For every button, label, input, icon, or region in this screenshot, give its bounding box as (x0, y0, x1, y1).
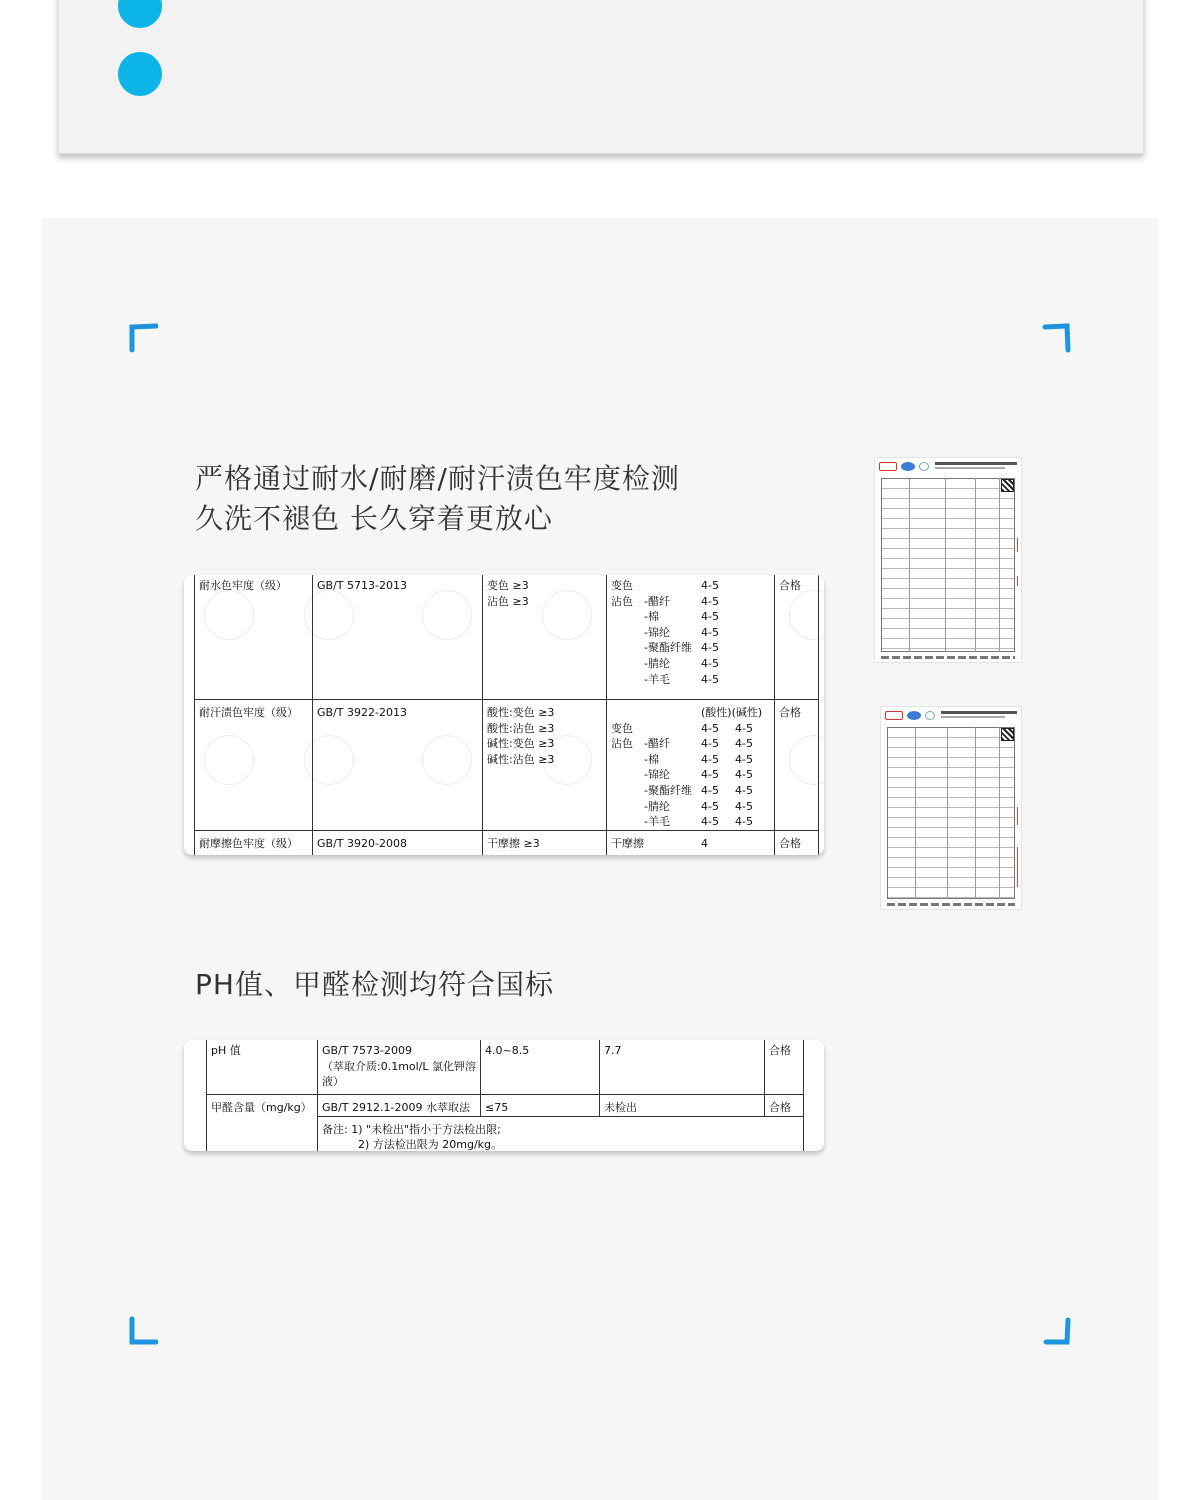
item-cell: pH 值 (207, 1040, 318, 1095)
report-mark (1017, 576, 1018, 586)
report-footer (887, 903, 1015, 906)
report-grid (881, 478, 1015, 652)
requirement-line: 碱性:变色 ≥3 (487, 737, 555, 751)
requirement-cell (483, 700, 607, 831)
result-cell (607, 700, 775, 831)
requirement-line: 酸性:沾色 ≥3 (487, 721, 555, 735)
requirement-cell: 4.0~8.5 (481, 1040, 600, 1095)
result-line: -羊毛 4-5 (611, 672, 719, 686)
standard-line: GB/T 7573-2009 (322, 1044, 412, 1057)
result-line: -腈纶 4-5 (611, 656, 719, 670)
corner-bracket-icon (128, 322, 158, 354)
verdict-cell: 合格 (775, 700, 819, 831)
certification-logo-icon (925, 711, 935, 720)
standard-cell: GB/T 3920-2008 (313, 830, 483, 855)
requirement-line: 碱性:沾色 ≥3 (487, 752, 555, 766)
corner-bracket-icon (1042, 1316, 1072, 1348)
result-line: -聚酯纤维 4-5 4-5 (611, 783, 753, 797)
result-cell: 7.7 (600, 1040, 765, 1095)
top-card (58, 0, 1144, 154)
qr-code-icon (1001, 479, 1014, 492)
requirement-cell: 干摩擦 ≥3 (483, 830, 607, 855)
certification-logo-icon (907, 711, 921, 720)
table-row (207, 1040, 804, 1095)
ph-formaldehyde-table-card (184, 1040, 824, 1151)
report-grid-line (909, 478, 910, 652)
qr-code-icon (1001, 728, 1014, 741)
verdict-cell: 合格 (765, 1095, 804, 1117)
report-grid-line (915, 727, 916, 899)
colorfastness-table (194, 575, 819, 855)
headline-line-2: 久洗不褪色 长久穿着更放心 (195, 502, 553, 535)
table-row (195, 830, 819, 855)
result-line: -棉 4-5 4-5 (611, 752, 753, 766)
result-cell (607, 575, 775, 700)
ph-formaldehyde-table (206, 1040, 804, 1151)
standard-line: 液） (322, 1075, 344, 1089)
result-line: -腈纶 4-5 4-5 (611, 799, 753, 813)
report-mark (1017, 538, 1018, 552)
corner-bracket-icon (1042, 322, 1072, 354)
item-cell: 耐汗渍色牢度（级） (195, 700, 313, 831)
test-report-thumbnail (880, 706, 1022, 910)
report-logo-icon (885, 711, 903, 720)
report-org-line (935, 462, 1017, 465)
result-line: 干摩擦 4 (611, 836, 708, 850)
report-grid-line (999, 478, 1000, 652)
result-line: 变色 4-5 4-5 (611, 721, 753, 735)
report-logo-icon (879, 462, 897, 471)
result-line: 变色 4-5 (611, 579, 719, 592)
standard-cell: GB/T 3922-2013 (313, 700, 483, 831)
report-mark (1017, 807, 1018, 825)
table-row (207, 1095, 804, 1117)
note-line: 2) 方法检出限为 20mg/kg。 (358, 1138, 503, 1151)
section-title-ph: PH值、甲醛检测均符合国标 (195, 968, 554, 1001)
report-grid-line (947, 727, 948, 899)
report-org-line (935, 467, 1005, 469)
item-cell: 耐摩擦色牢度（级） (195, 830, 313, 855)
result-cell (607, 830, 775, 855)
result-line: -棉 4-5 (611, 610, 719, 624)
result-line: -锦纶 4-5 4-5 (611, 768, 753, 782)
standard-cell (318, 1040, 481, 1095)
result-line: 沾色 -醋纤 4-5 (611, 594, 719, 608)
requirement-line: 变色 ≥3 (487, 579, 529, 592)
result-line: -聚酯纤维 4-5 (611, 641, 719, 655)
standard-cell: GB/T 2912.1-2009 水萃取法 (318, 1095, 481, 1117)
test-report-thumbnail (874, 457, 1022, 663)
table-row (195, 575, 819, 700)
result-cell: 未检出 (600, 1095, 765, 1117)
report-mark (1017, 847, 1018, 887)
report-grid-line (999, 727, 1000, 899)
note-line: 备注: 1) "未检出"指小于方法检出限; (322, 1122, 501, 1136)
report-footer (881, 656, 1015, 659)
result-header: (酸性)(碱性) (701, 706, 763, 719)
standard-cell: GB/T 5713-2013 (313, 575, 483, 700)
requirement-cell: ≤75 (481, 1095, 600, 1117)
report-grid-line (975, 727, 976, 899)
report-org-line (941, 711, 1017, 714)
standard-line: （萃取介质:0.1mol/L 氯化钾溶 (322, 1059, 477, 1073)
report-org-line (941, 716, 1005, 718)
certification-logo-icon (901, 462, 915, 471)
verdict-cell: 合格 (765, 1040, 804, 1095)
report-grid (887, 727, 1015, 899)
item-cell: 耐水色牢度（级） (195, 575, 313, 700)
headline-line-1: 严格通过耐水/耐磨/耐汗渍色牢度检测 (195, 462, 680, 495)
requirement-line: 沾色 ≥3 (487, 594, 529, 608)
report-grid-line (945, 478, 946, 652)
certification-logo-icon (919, 462, 929, 471)
corner-bracket-icon (128, 1316, 158, 1348)
result-line: -锦纶 4-5 (611, 625, 719, 639)
item-cell: 甲醛含量（mg/kg） (207, 1095, 318, 1152)
verdict-cell: 合格 (775, 830, 819, 855)
colorfastness-table-card (184, 575, 824, 855)
table-row (195, 700, 819, 831)
report-grid-line (975, 478, 976, 652)
result-line: -羊毛 4-5 4-5 (611, 815, 753, 829)
requirement-line: 酸性:变色 ≥3 (487, 706, 555, 719)
verdict-cell: 合格 (775, 575, 819, 700)
note-cell (318, 1116, 804, 1151)
result-line: 沾色 -醋纤 4-5 4-5 (611, 737, 753, 751)
bullet-dot-icon (118, 52, 162, 96)
requirement-cell (483, 575, 607, 700)
